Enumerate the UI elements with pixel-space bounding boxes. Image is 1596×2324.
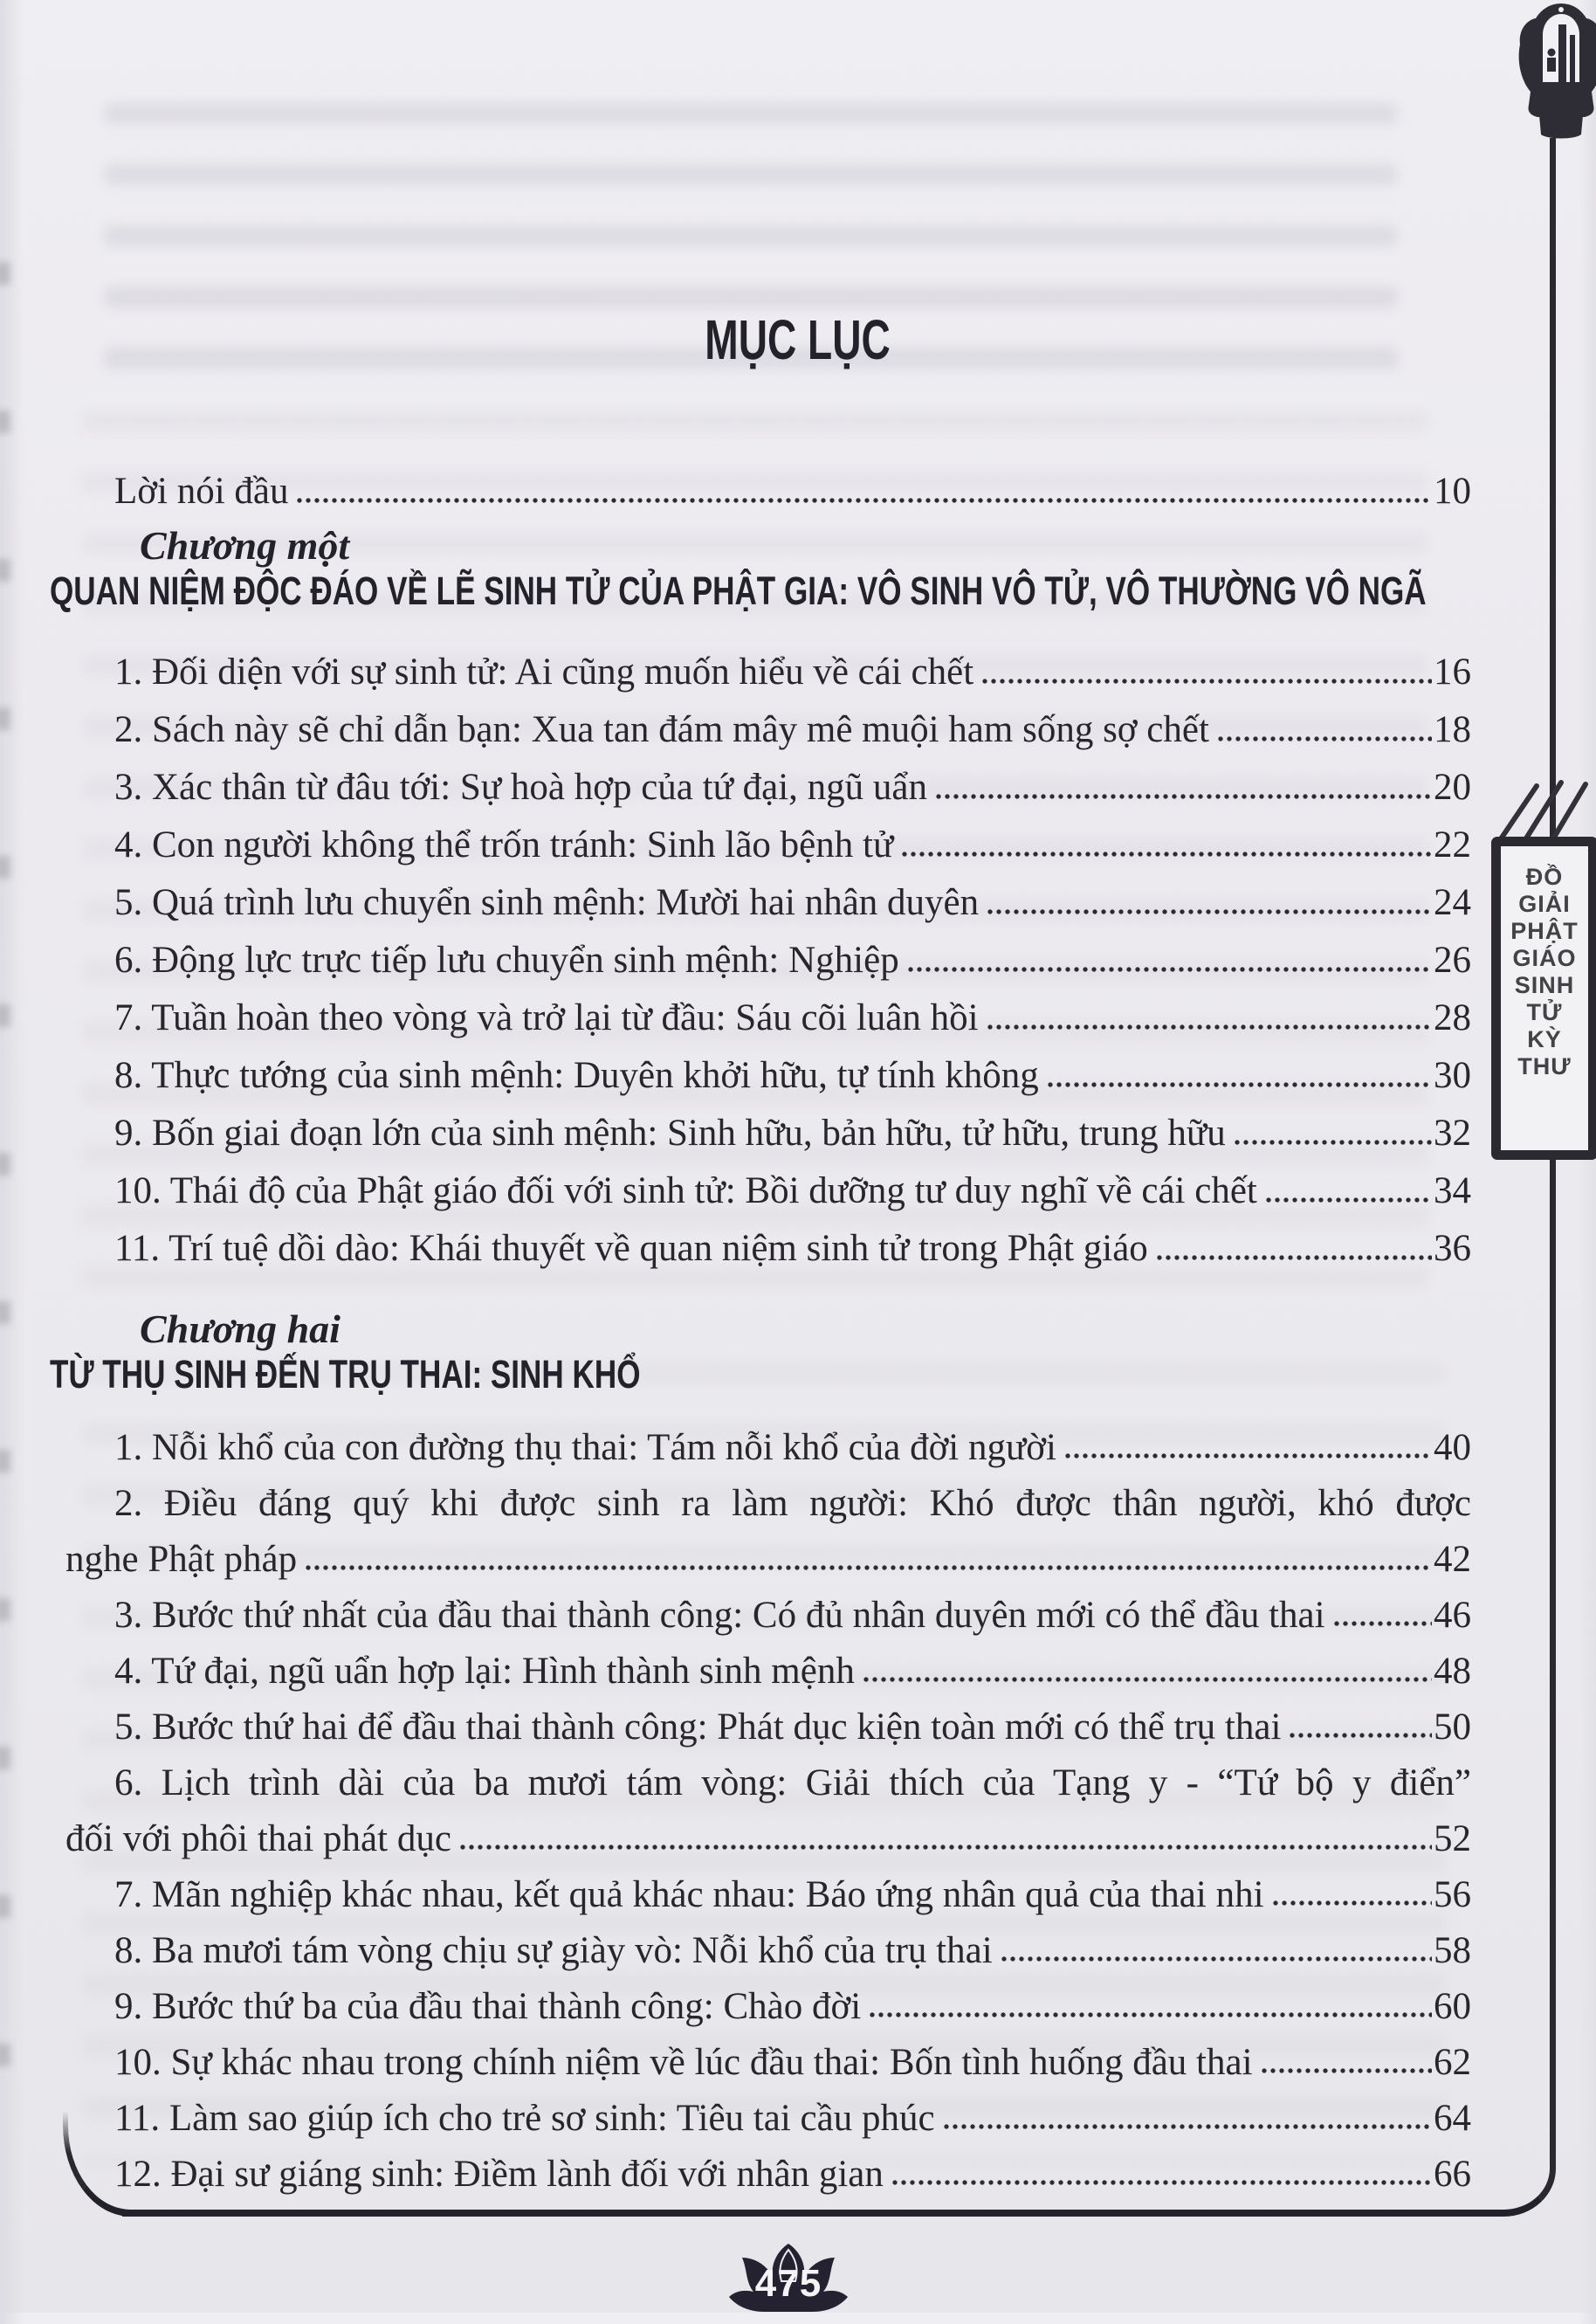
entry-text: 10. Sự khác nhau trong chính niệm về lúc đầu thai: Bốn tình huống đầu thai: [114, 2042, 1253, 2083]
entry-page: 42: [1434, 1539, 1471, 1580]
toc-entry: [65, 1755, 1471, 1811]
entry-page: 64: [1434, 2098, 1471, 2139]
edge-tab-word: ĐỒ: [1525, 864, 1564, 890]
entry-page: 10: [1434, 471, 1471, 512]
entry-text: 12. Đại sư giáng sinh: Điềm lành đối với nhân gian: [114, 2154, 884, 2195]
entry-page: 32: [1434, 1113, 1471, 1154]
toc-entry: [65, 1923, 1471, 1979]
entry-text: 2. Điều đáng quý khi được sinh ra làm người: Khó được thân người, khó được: [114, 1483, 1471, 1524]
entry-page: 58: [1434, 1930, 1471, 1971]
toc-entry: [65, 1979, 1471, 2035]
entry-text: 3. Bước thứ nhất của đầu thai thành công: Có đủ nhân duyên mới có thể đầu thai: [114, 1595, 1325, 1636]
entry-text: 4. Con người không thể trốn tránh: Sinh lão bệnh tử: [114, 824, 894, 865]
dot-leader: [295, 493, 1432, 508]
entry-text: 10. Thái độ của Phật giáo đối với sinh tử: Bồi dưỡng tư duy nghĩ về cái chết: [114, 1170, 1257, 1211]
entry-text: 11. Trí tuệ dồi dào: Khái thuyết về quan niệm sinh tử trong Phật giáo: [114, 1228, 1148, 1269]
entry-page: 56: [1434, 1874, 1471, 1915]
entry-text: 7. Tuần hoàn theo vòng và trở lại từ đầu: Sáu cõi luân hồi: [114, 997, 979, 1038]
entry-page: 34: [1434, 1170, 1471, 1211]
entry-text: 6. Động lực trực tiếp lưu chuyển sinh mệnh: Nghiệp: [114, 940, 899, 981]
dot-leader: [1264, 1192, 1432, 1208]
toc-entry: [65, 1476, 1471, 1532]
toc-entry: [65, 1867, 1471, 1923]
toc-entry: [65, 1644, 1471, 1700]
toc-entry: [65, 1700, 1471, 1755]
dot-leader: [1063, 1448, 1432, 1464]
toc-entry: [65, 759, 1471, 817]
entry-page: 40: [1434, 1427, 1471, 1468]
toc-entry: [65, 1105, 1471, 1162]
chapter-two-title: TỪ THỤ SINH ĐẾN TRỤ THAI: SINH KHỔ: [50, 1352, 641, 1396]
entry-text: 8. Ba mươi tám vòng chịu sự giày vò: Nỗi khổ của trụ thai: [114, 1930, 993, 1971]
dot-leader: [1233, 1134, 1432, 1150]
toc-entry: [65, 1162, 1471, 1220]
entry-page: 52: [1434, 1818, 1471, 1859]
dot-leader: [986, 1019, 1432, 1035]
entry-page: 62: [1434, 2042, 1471, 2083]
entry-page: 16: [1434, 652, 1471, 693]
dot-leader: [1046, 1077, 1432, 1093]
entry-text: 9. Bước thứ ba của đầu thai thành công: Chào đời: [114, 1986, 862, 2027]
dot-leader: [1332, 1616, 1432, 1631]
page-number: 475: [754, 2262, 822, 2305]
entry-page: 28: [1434, 997, 1471, 1038]
entry-text: 4. Tứ đại, ngũ uẩn hợp lại: Hình thành sinh mệnh: [114, 1651, 855, 1692]
edge-tab-word: PHẬT: [1510, 918, 1579, 944]
dot-leader: [304, 1560, 1432, 1576]
entry-page: 24: [1434, 882, 1471, 923]
entry-text: nghe Phật pháp: [65, 1539, 298, 1580]
entry-page: 50: [1434, 1707, 1471, 1748]
dot-leader: [900, 846, 1432, 862]
page-number-badge: [727, 2241, 850, 2320]
entry-page: 20: [1434, 767, 1471, 808]
entry-text: 6. Lịch trình dài của ba mươi tám vòng: Giải thích của Tạng y - “Tứ bộ y điển”: [114, 1762, 1471, 1803]
toc-entry: [65, 932, 1471, 990]
entry-text: 5. Bước thứ hai để đầu thai thành công: Phát dục kiện toàn mới có thể trụ thai: [114, 1707, 1282, 1748]
entry-text: 3. Xác thân từ đâu tới: Sự hoà hợp của tứ đại, ngũ uẩn: [114, 767, 928, 808]
dot-leader: [942, 2119, 1432, 2134]
dot-leader: [1260, 2063, 1432, 2079]
dot-leader: [1216, 731, 1432, 747]
entry-page: 46: [1434, 1595, 1471, 1636]
entry-page: 60: [1434, 1986, 1471, 2027]
page-title: MỤC LỤC: [705, 308, 891, 371]
entry-page: 30: [1434, 1055, 1471, 1096]
toc-entry: [65, 1220, 1471, 1278]
edge-tab-word: KỲ: [1527, 1026, 1562, 1052]
entry-text: 1. Nỗi khổ của con đường thụ thai: Tám nỗi khổ của đời người: [114, 1427, 1056, 1468]
chapter-one-label: Chương một: [140, 523, 350, 568]
dot-leader: [891, 2175, 1432, 2190]
toc-entry: [65, 874, 1471, 932]
dot-leader: [1000, 1951, 1432, 1967]
dot-leader: [906, 962, 1432, 977]
entry-text: đối với phôi thai phát dục: [65, 1818, 451, 1859]
dot-leader: [1288, 1727, 1432, 1743]
toc-entry: [65, 1588, 1471, 1644]
dot-leader: [868, 2007, 1432, 2023]
chapter-two-label: Chương hai: [140, 1307, 341, 1351]
toc-entry: [65, 2091, 1471, 2147]
toc-entry: [65, 990, 1471, 1047]
dot-leader: [1271, 1895, 1432, 1911]
dot-leader: [934, 789, 1432, 804]
entry-text: 11. Làm sao giúp ích cho trẻ sơ sinh: Tiêu tai cầu phúc: [114, 2098, 935, 2139]
chapter-one-entries: [65, 644, 1471, 1278]
edge-tab-word: THƯ: [1517, 1053, 1572, 1079]
toc-entry: [65, 701, 1471, 759]
chapter-two-entries: [65, 1420, 1471, 2203]
chapter-one-title: QUAN NIỆM ĐỘC ĐÁO VỀ LẼ SINH TỬ CỦA PHẬT GIA: VÔ SINH VÔ TỬ, VÔ THƯỜNG VÔ NGÃ: [50, 569, 1427, 613]
toc-entry: [65, 1420, 1471, 1476]
toc-entry-continuation: [65, 1532, 1471, 1588]
entry-page: 18: [1434, 709, 1471, 750]
entry-page: 26: [1434, 940, 1471, 981]
entry-text: 7. Mãn nghiệp khác nhau, kết quả khác nhau: Báo ứng nhân quả của thai nhi: [114, 1874, 1264, 1915]
entry-text: 5. Quá trình lưu chuyển sinh mệnh: Mười hai nhân duyên: [114, 882, 980, 923]
edge-tab-word: GIẢI: [1518, 891, 1571, 917]
edge-tab-word: SINH: [1514, 972, 1575, 998]
toc-entry: [65, 2035, 1471, 2091]
toc-entry: [65, 817, 1471, 874]
entry-text: 2. Sách này sẽ chỉ dẫn bạn: Xua tan đám mây mê muội ham sống sợ chết: [114, 709, 1209, 750]
dot-leader: [862, 1672, 1432, 1687]
entry-page: 22: [1434, 824, 1471, 865]
entry-page: 48: [1434, 1651, 1471, 1692]
edge-tab-word: TỬ: [1526, 999, 1563, 1025]
entry-text: 8. Thực tướng của sinh mệnh: Duyên khởi hữu, tự tính không: [114, 1055, 1039, 1096]
dot-leader: [980, 673, 1432, 689]
toc-entry: [65, 644, 1471, 701]
toc-entry-continuation: [65, 1811, 1471, 1867]
edge-tab-word: GIÁO: [1512, 945, 1577, 971]
toc-entry: [65, 2147, 1471, 2203]
entry-text: 9. Bốn giai đoạn lớn của sinh mệnh: Sinh hữu, bản hữu, tử hữu, trung hữu: [114, 1113, 1226, 1154]
dot-leader: [458, 1839, 1432, 1855]
dot-leader: [986, 904, 1432, 920]
entry-page: 66: [1434, 2154, 1471, 2195]
dot-leader: [1155, 1250, 1432, 1265]
toc-entry-front-matter: [65, 463, 1471, 521]
toc-entry: [65, 1047, 1471, 1105]
entry-text: Lời nói đầu: [114, 471, 289, 512]
entry-page: 36: [1434, 1228, 1471, 1269]
entry-text: 1. Đối diện với sự sinh tử: Ai cũng muốn hiểu về cái chết: [114, 652, 974, 693]
